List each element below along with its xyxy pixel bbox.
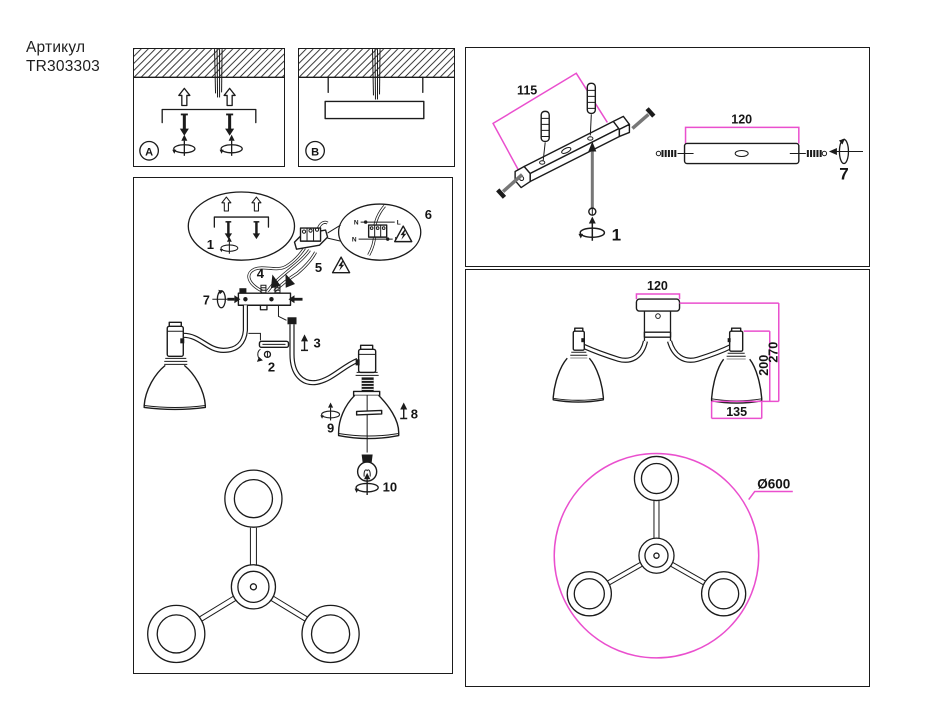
bracket-3d	[515, 116, 629, 187]
panel-ceiling-concrete	[133, 48, 285, 167]
panel-bracket-fixing	[465, 47, 870, 267]
screw-icon	[799, 150, 827, 157]
wall-plug-icon	[587, 83, 595, 135]
article-block	[26, 39, 100, 77]
chandelier-top-view	[554, 453, 758, 657]
insert-pin-icon	[301, 334, 308, 350]
wire-n-label: N	[351, 236, 357, 244]
screw-in-rotation-icon	[578, 217, 604, 241]
panel-dimensions	[465, 269, 870, 687]
mounting-plate	[325, 101, 424, 118]
screw-in-rotation-icon	[172, 135, 195, 156]
side-screw-icon	[496, 175, 522, 199]
diameter-leader	[749, 492, 793, 500]
step-8-label: 8	[410, 406, 418, 422]
rotation-axis-icon	[829, 138, 863, 163]
dimension-120: 120	[647, 279, 668, 294]
dimension-120-lines	[636, 294, 679, 299]
bracket-side-view	[685, 143, 799, 163]
step-10-label: 10	[382, 479, 398, 495]
diameter-circle	[554, 453, 758, 657]
ceiling-hatch	[299, 49, 454, 77]
terminal-block	[295, 222, 328, 249]
screw-in-rotation-icon	[320, 403, 339, 421]
chandelier-side-view	[553, 299, 762, 403]
step-1-label: 1	[206, 237, 214, 253]
dimension-diameter: Ø600	[757, 476, 791, 492]
dimension-135: 135	[726, 404, 748, 419]
side-screw-rotation	[212, 290, 240, 308]
panel-ceiling-hollow	[298, 48, 455, 167]
panel-a-badge	[140, 142, 159, 161]
insert-pin-icon	[400, 402, 407, 418]
step-4-label: 4	[256, 266, 265, 282]
article-label: Артикул	[26, 39, 86, 56]
dimension-270: 270	[766, 341, 781, 363]
lamp-shade	[553, 358, 603, 402]
wall-plug-icon	[224, 88, 235, 105]
step-2-label: 2	[267, 359, 276, 375]
wall-plug-icon	[252, 197, 261, 211]
electric-warning-icon	[395, 226, 412, 242]
callout-anchors	[188, 192, 294, 260]
svg-text:A: A	[145, 146, 154, 159]
lamp-right-exploded	[339, 345, 399, 452]
screw-icon	[656, 150, 684, 157]
step-9-label: 9	[326, 420, 335, 436]
dimension-200: 200	[757, 354, 772, 376]
chandelier-top-view	[148, 470, 359, 662]
dimension-120: 120	[731, 112, 753, 127]
callout-wiring	[339, 204, 421, 260]
panel-b-badge	[306, 142, 325, 161]
side-screw-icon	[632, 107, 655, 128]
wire-n-label: N	[353, 219, 359, 227]
wire-l-label: L	[396, 219, 401, 227]
lamp-shade	[712, 359, 762, 403]
screw-in-rotation-icon	[220, 135, 243, 156]
lamp-left	[144, 322, 205, 409]
long-screw-icon	[588, 141, 596, 215]
panel-assembly-steps	[133, 177, 453, 674]
electric-warning-icon	[333, 257, 350, 273]
step-7-label: 7	[839, 164, 849, 184]
screw-icon	[180, 114, 189, 136]
screw-icon	[225, 114, 234, 136]
step-7-label: 7	[202, 293, 210, 308]
wall-plug-icon	[179, 88, 190, 105]
strap-link	[248, 333, 260, 340]
lamp-arm-tube	[183, 305, 245, 350]
article-code: TR303303	[26, 57, 100, 75]
wall-plug-icon	[222, 197, 231, 211]
screw-icon	[253, 221, 260, 239]
step-6-label: 6	[424, 207, 433, 223]
mounting-bracket-outline	[162, 110, 256, 123]
screw-icon	[225, 221, 232, 239]
wall-plug-icon	[541, 111, 549, 160]
retainer-ring	[357, 410, 382, 415]
lamp-shade	[339, 395, 399, 438]
svg-text:B: B	[311, 146, 320, 159]
dimension-115: 115	[517, 83, 538, 98]
ceiling-hatch	[134, 49, 284, 77]
step-1-label: 1	[611, 225, 622, 245]
lamp-shade	[144, 365, 205, 409]
step-5-label: 5	[314, 260, 323, 276]
step-3-label: 3	[313, 335, 321, 351]
screw-in-rotation-icon	[220, 237, 238, 254]
dimension-120-lines	[686, 127, 799, 143]
